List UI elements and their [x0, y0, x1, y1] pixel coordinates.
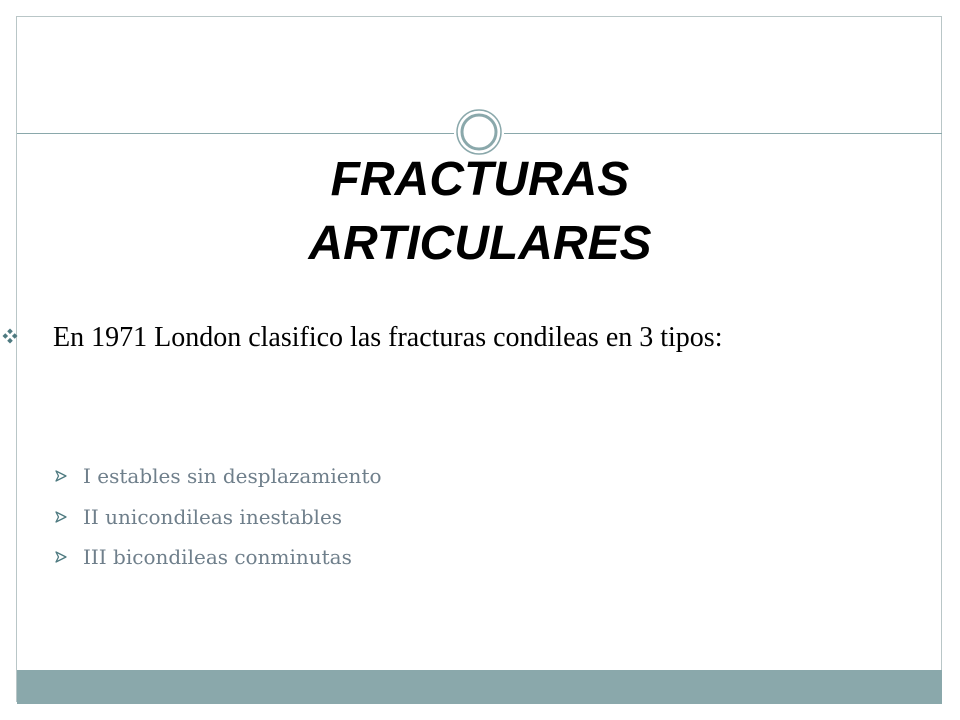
- arrowhead-icon: [55, 511, 67, 523]
- arrowhead-icon: [55, 551, 67, 563]
- header-rule-right: [504, 133, 942, 134]
- title-line-1: FRACTURAS: [330, 153, 630, 206]
- list-item: [50, 456, 382, 497]
- list-item: [50, 537, 382, 578]
- title-line-2: ARTICULARES: [308, 217, 652, 270]
- arrowhead-icon: [55, 470, 67, 482]
- footer-band: [17, 670, 942, 704]
- sub-item-label: II unicondileas inestables: [83, 504, 343, 529]
- header-rule-left: [17, 133, 454, 134]
- slide-title: [100, 148, 860, 276]
- main-point-text: En 1971 London clasifico las fracturas condileas en 3 tipos:: [53, 322, 723, 353]
- list-item: [50, 497, 382, 538]
- sub-item-label: I estables sin desplazamiento: [83, 464, 382, 488]
- sub-bullet-list: [50, 456, 382, 578]
- main-bullet-point: [50, 318, 910, 357]
- sub-item-label: III bicondileas conminutas: [83, 545, 352, 569]
- slide-content: [50, 318, 910, 569]
- diamond-cluster-icon: [2, 328, 18, 344]
